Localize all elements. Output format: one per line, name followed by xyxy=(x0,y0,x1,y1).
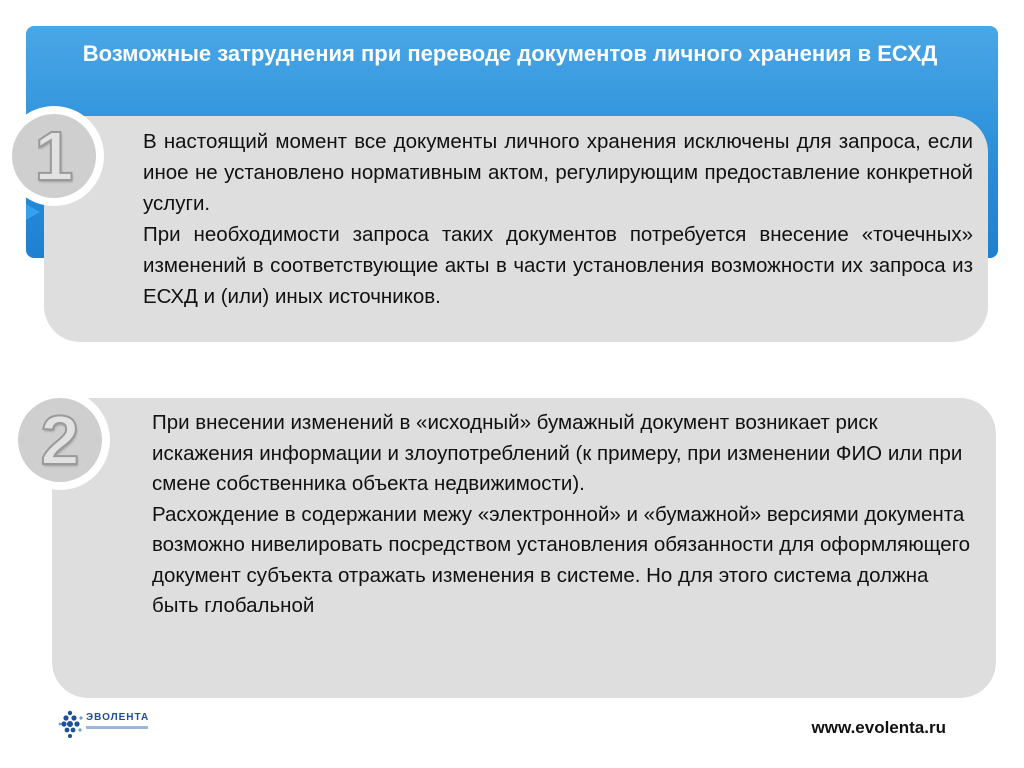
number-2-glyph: 2 xyxy=(40,401,80,479)
item-card-2 xyxy=(52,398,996,698)
item-2-text xyxy=(152,408,972,622)
logo-wordmark: ЭВОЛЕНТА xyxy=(86,712,150,723)
item-1-text xyxy=(143,126,973,312)
number-badge-1-inner xyxy=(12,114,96,198)
band-arrow-marker xyxy=(26,204,40,220)
number-badge-2 xyxy=(10,390,110,490)
item-1-paragraph-1: В настоящий момент все документы личного хранения исключены для запроса, если иное не установлено нормативным актом, регулирующим предоставление конкретной услуги. xyxy=(143,130,973,215)
number-badge-1 xyxy=(4,106,104,206)
website-url: www.evolenta.ru xyxy=(811,718,946,737)
item-2-paragraph-2: Расхождение в содержании межу «электронной» и «бумажной» версиями документа возможно нивелировать посредством установления обязанности для оформляющего документ субъекта отражать изменения в системе. Но для этого система должна быть глобальной xyxy=(152,502,971,617)
number-1-glyph: 1 xyxy=(34,117,74,195)
item-1-paragraph-2: При необходимости запроса таких документов потребуется внесение «точечных» изменений в соответствующие акты в части установления возможности их запроса из ЕСХД и (или) иных источников. xyxy=(143,223,973,308)
number-badge-2-inner xyxy=(18,398,102,482)
slide-title: Возможные затруднения при переводе документов личного хранения в ЕСХД xyxy=(82,41,938,66)
item-card-1 xyxy=(44,116,988,342)
logo-underline xyxy=(86,726,148,729)
item-2-paragraph-1: При внесении изменений в «исходный» бумажный документ возникает риск искажения информации и злоупотреблений (к примеру, при изменении ФИО или при смене собственника объекта недвижимости). xyxy=(152,411,963,495)
